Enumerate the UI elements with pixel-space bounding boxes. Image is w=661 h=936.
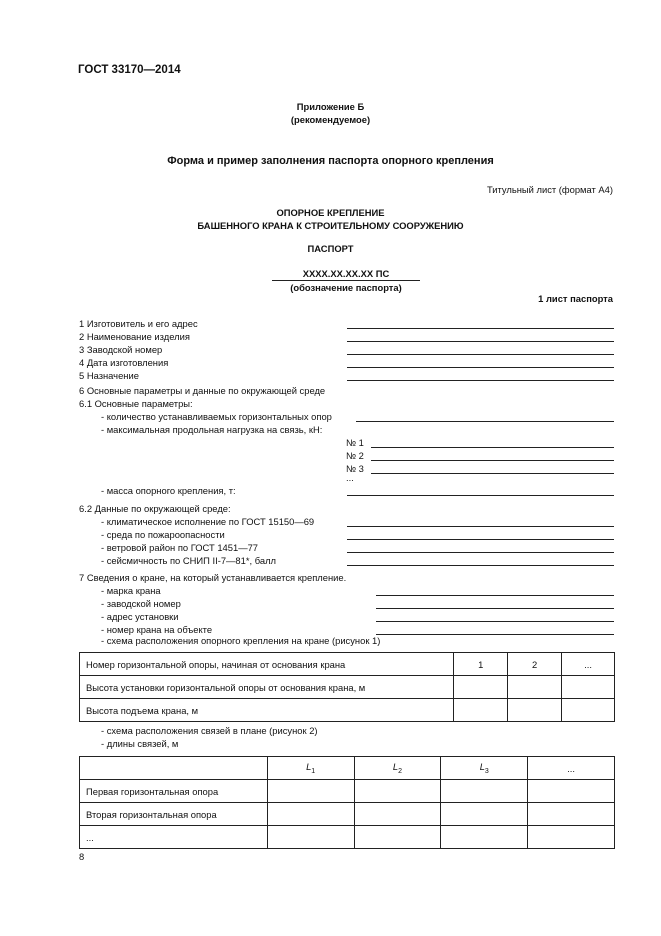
number-2: № 2 bbox=[346, 450, 364, 461]
mass-line bbox=[347, 495, 614, 496]
table-cell: Вторая горизонтальная опора bbox=[80, 803, 268, 826]
table-row bbox=[80, 676, 615, 699]
env-wind-line bbox=[347, 552, 614, 553]
env-climate: - климатическое исполнение по ГОСТ 15150—69 bbox=[101, 516, 315, 527]
count-line bbox=[356, 421, 614, 422]
table-cell bbox=[454, 676, 508, 699]
number-3: № 3 bbox=[346, 463, 364, 474]
table-cell: 2 bbox=[508, 653, 562, 676]
field-purpose-line bbox=[347, 380, 614, 381]
env-seismic: - сейсмичность по СНИП II-7—81*, балл bbox=[101, 555, 277, 566]
support-height-table bbox=[79, 652, 615, 722]
table-row bbox=[80, 803, 615, 826]
table-cell bbox=[454, 699, 508, 722]
table-cell bbox=[441, 780, 528, 803]
section6-title: 6 Основные параметры и данные по окружающей среде bbox=[79, 385, 326, 396]
table-cell bbox=[354, 826, 441, 849]
table-cell: Номер горизонтальной опоры, начиная от основания крана bbox=[80, 653, 454, 676]
table-row bbox=[80, 826, 615, 849]
crane-model: - марка крана bbox=[101, 585, 161, 596]
doc-title-line2: БАШЕННОГО КРАНА К СТРОИТЕЛЬНОМУ СООРУЖЕНИЮ bbox=[197, 220, 464, 231]
count-label: - количество устанавливаемых горизонтальных опор bbox=[101, 411, 332, 422]
appendix-title: Приложение Б bbox=[296, 101, 365, 112]
field-manufacturer-line bbox=[347, 328, 614, 329]
section-title: Форма и пример заполнения паспорта опорного крепления bbox=[167, 155, 494, 167]
field-product-name-line bbox=[347, 341, 614, 342]
number-1-line bbox=[371, 447, 614, 448]
standard-number: ГОСТ 33170—2014 bbox=[78, 64, 181, 76]
links-scheme: - схема расположения связей в плане (рисунок 2) bbox=[101, 725, 318, 736]
passport-code-underline bbox=[272, 280, 420, 281]
table-cell: Высота установки горизонтальной опоры от основания крана, м bbox=[80, 676, 454, 699]
number-1: № 1 bbox=[346, 437, 364, 448]
mass-label: - масса опорного крепления, т: bbox=[101, 485, 236, 496]
table-header-cell-l2: $L_2$ bbox=[354, 757, 441, 780]
field-product-name: 2 Наименование изделия bbox=[79, 331, 190, 342]
field-purpose: 5 Назначение bbox=[79, 370, 139, 381]
number-more: ... bbox=[346, 472, 354, 483]
field-manufacturer: 1 Изготовитель и его адрес bbox=[79, 318, 198, 329]
section62-title: 6.2 Данные по окружающей среде: bbox=[79, 503, 231, 514]
table-cell bbox=[528, 803, 615, 826]
table-cell bbox=[267, 803, 354, 826]
number-2-line bbox=[371, 460, 614, 461]
env-fire: - среда по пожароопасности bbox=[101, 529, 225, 540]
table-header-cell bbox=[80, 757, 268, 780]
table-cell: Первая горизонтальная опора bbox=[80, 780, 268, 803]
table-cell bbox=[508, 699, 562, 722]
links-length: - длины связей, м bbox=[101, 738, 179, 749]
crane-serial: - заводской номер bbox=[101, 598, 181, 609]
links-length-table bbox=[79, 756, 615, 849]
table-row bbox=[80, 699, 615, 722]
page-number: 8 bbox=[79, 851, 85, 862]
table-cell bbox=[354, 780, 441, 803]
table-cell bbox=[267, 826, 354, 849]
section7-title: 7 Сведения о кране, на который устанавливается крепление. bbox=[79, 572, 347, 583]
table-cell bbox=[562, 676, 615, 699]
table-cell: 1 bbox=[454, 653, 508, 676]
table-header-cell: ... bbox=[528, 757, 615, 780]
table-cell bbox=[508, 676, 562, 699]
table-cell: Высота подъема крана, м bbox=[80, 699, 454, 722]
passport-code-caption: (обозначение паспорта) bbox=[290, 282, 402, 293]
passport-label: ПАСПОРТ bbox=[307, 243, 354, 254]
crane-address-line bbox=[376, 621, 614, 622]
crane-serial-line bbox=[376, 608, 614, 609]
number-3-line bbox=[371, 473, 614, 474]
table-cell: ... bbox=[562, 653, 615, 676]
table-cell bbox=[528, 780, 615, 803]
env-seismic-line bbox=[347, 565, 614, 566]
field-serial-line bbox=[347, 354, 614, 355]
table-row bbox=[80, 780, 615, 803]
field-serial: 3 Заводской номер bbox=[79, 344, 163, 355]
crane-scheme: - схема расположения опорного крепления на кране (рисунок 1) bbox=[101, 635, 381, 646]
field-date-line bbox=[347, 367, 614, 368]
env-climate-line bbox=[347, 526, 614, 527]
field-date: 4 Дата изготовления bbox=[79, 357, 169, 368]
table-cell bbox=[267, 780, 354, 803]
table-header-row bbox=[80, 757, 615, 780]
table-header-cell-l1: $L_1$ bbox=[267, 757, 354, 780]
passport-sheets: 1 лист паспорта bbox=[538, 293, 613, 304]
max-load-label: - максимальная продольная нагрузка на связь, кН: bbox=[101, 424, 323, 435]
table-row bbox=[80, 653, 615, 676]
table-cell bbox=[354, 803, 441, 826]
table-cell: ... bbox=[80, 826, 268, 849]
appendix-subtitle: (рекомендуемое) bbox=[290, 114, 371, 125]
env-wind: - ветровой район по ГОСТ 1451—77 bbox=[101, 542, 259, 553]
table-cell bbox=[528, 826, 615, 849]
passport-code: XXXX.XX.XX.XX ПС bbox=[302, 268, 390, 279]
table-header-cell-l3: $L_3$ bbox=[441, 757, 528, 780]
crane-site-number: - номер крана на объекте bbox=[101, 624, 213, 635]
table-cell bbox=[441, 803, 528, 826]
crane-address: - адрес установки bbox=[101, 611, 179, 622]
table-cell bbox=[441, 826, 528, 849]
env-fire-line bbox=[347, 539, 614, 540]
doc-title-line1: ОПОРНОЕ КРЕПЛЕНИЕ bbox=[276, 207, 385, 218]
crane-model-line bbox=[376, 595, 614, 596]
table-cell bbox=[562, 699, 615, 722]
sheet-note: Титульный лист (формат А4) bbox=[486, 184, 613, 195]
crane-site-number-line bbox=[376, 634, 614, 635]
section61-title: 6.1 Основные параметры: bbox=[79, 398, 193, 409]
